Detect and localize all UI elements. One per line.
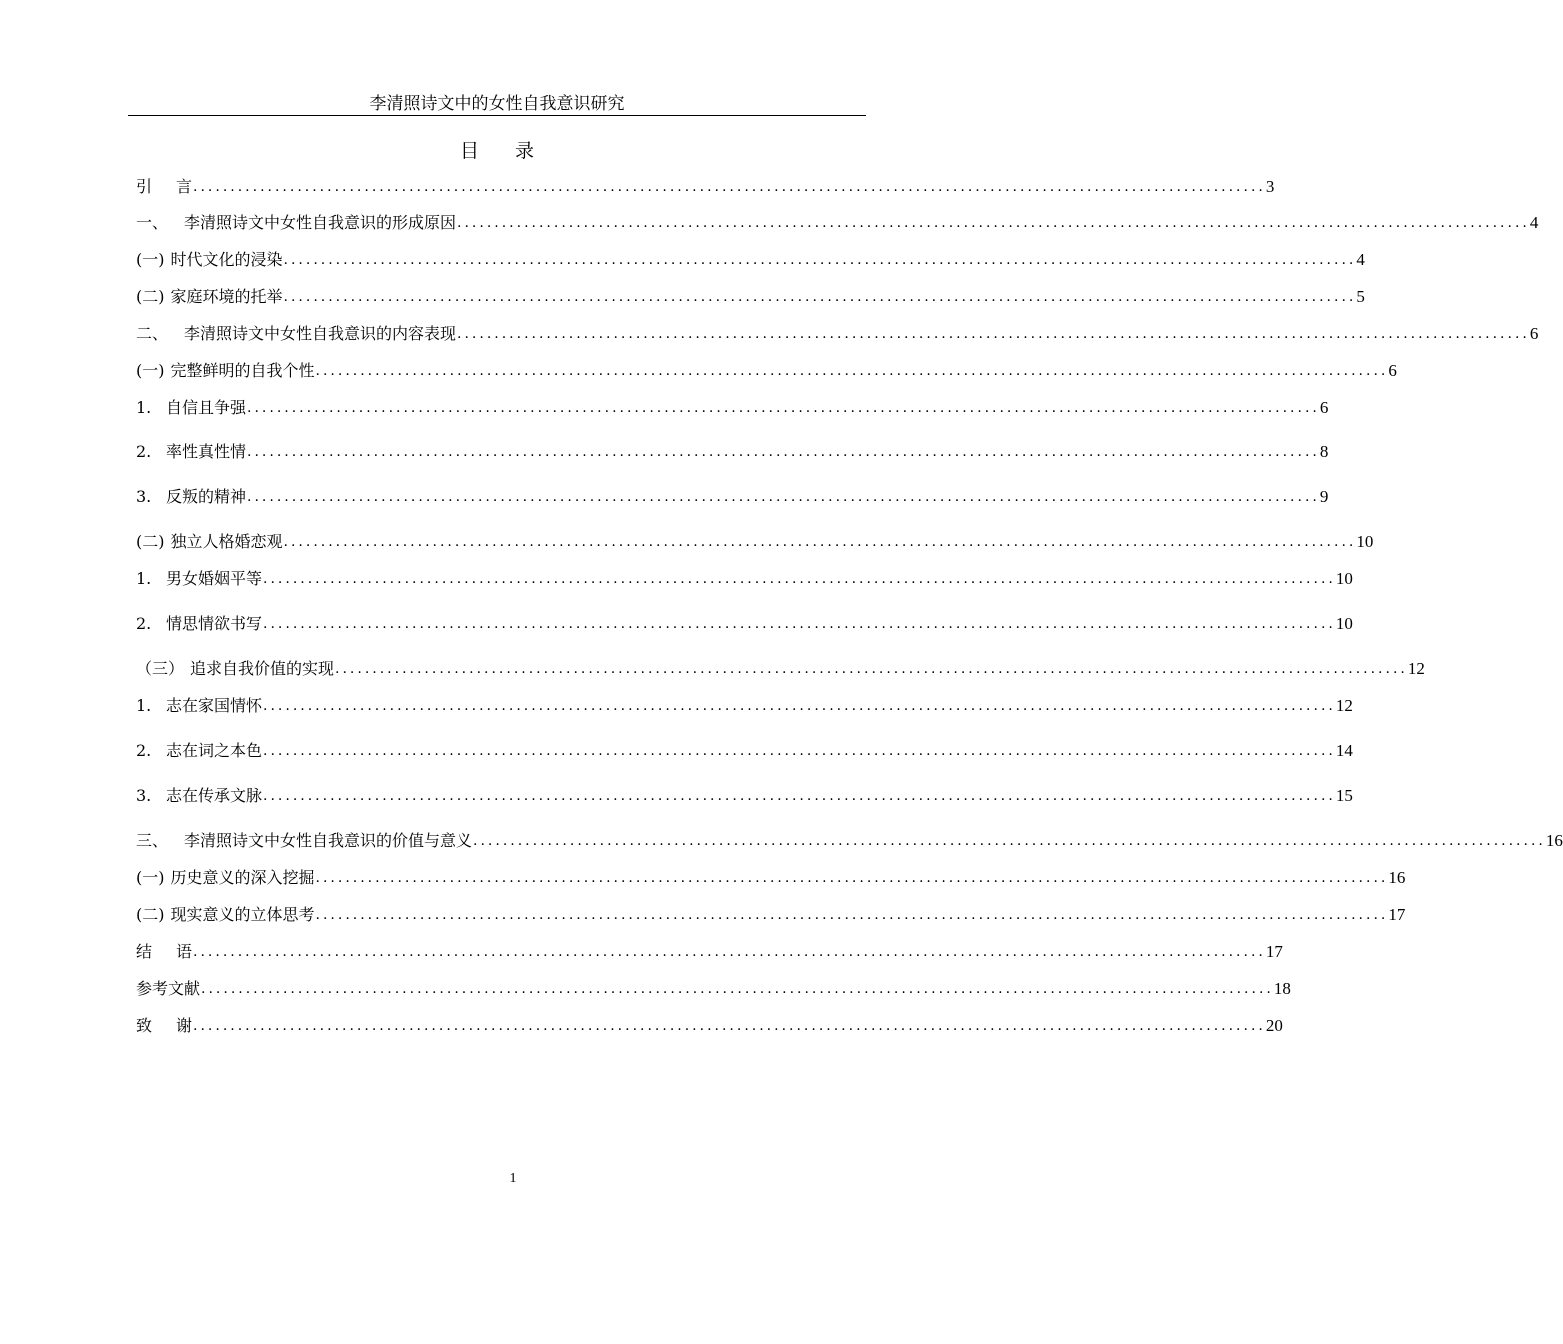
toc-entry-label: 时代文化的浸染 bbox=[170, 250, 283, 269]
toc-entry-page: 6 bbox=[1388, 361, 1397, 380]
toc-entry-leader: ................................................................................................................................................ bbox=[247, 489, 1320, 505]
toc-entry-label: 谢 bbox=[176, 1016, 193, 1035]
toc-entry-leader: ................................................................................................................................................ bbox=[263, 743, 1336, 759]
toc-entry-number: 3. bbox=[136, 487, 152, 506]
toc-entry-label: 志在传承文脉 bbox=[166, 786, 263, 805]
toc-entry-page: 10 bbox=[1356, 532, 1374, 551]
toc-entry-label: 李清照诗文中女性自我意识的形成原因 bbox=[184, 213, 457, 232]
toc-entry-label: 完整鲜明的自我个性 bbox=[170, 361, 315, 380]
toc-entry-page: 17 bbox=[1265, 942, 1283, 961]
toc-entry-label: 李清照诗文中女性自我意识的内容表现 bbox=[184, 324, 457, 343]
toc-entry-leader: ................................................................................................................................................ bbox=[315, 870, 1389, 886]
toc-entry-leader: ................................................................................................................................................ bbox=[315, 363, 1389, 379]
toc-entry[interactable] bbox=[136, 695, 1353, 717]
toc-entry-page: 4 bbox=[1356, 250, 1365, 269]
toc-entry-page: 18 bbox=[1273, 979, 1291, 998]
toc-entry-leader: ................................................................................................................................................ bbox=[193, 1018, 1266, 1034]
toc-entry-leader: ................................................................................................................................................ bbox=[283, 534, 1357, 550]
toc-entry-leader: ................................................................................................................................................ bbox=[335, 661, 1408, 677]
toc-entry-number: 2. bbox=[136, 614, 152, 633]
toc-entry-page: 5 bbox=[1356, 287, 1365, 306]
toc-entry-page: 6 bbox=[1529, 324, 1539, 343]
toc-entry-leader: ................................................................................................................................................ bbox=[201, 981, 1274, 997]
toc-entry-label: 现实意义的立体思考 bbox=[170, 905, 315, 924]
toc-entry-leader: ................................................................................................................................................ bbox=[193, 944, 1266, 960]
toc-entry-label: 家庭环境的托举 bbox=[170, 287, 283, 306]
toc-entry-page: 20 bbox=[1265, 1016, 1283, 1035]
toc-entry-page: 16 bbox=[1545, 831, 1563, 850]
toc-entry-label: 男女婚姻平等 bbox=[166, 569, 263, 588]
toc-entry-leader: ................................................................................................................................................ bbox=[473, 833, 1546, 849]
toc-entry[interactable] bbox=[136, 441, 1329, 463]
toc-entry-leader: ................................................................................................................................................ bbox=[247, 400, 1320, 416]
toc-entry-leader: ................................................................................................................................................ bbox=[263, 616, 1336, 632]
toc-entry-leader: ................................................................................................................................................ bbox=[283, 252, 1357, 268]
toc-title-char-2: 录 bbox=[515, 140, 535, 162]
toc-entry-number: 引 bbox=[136, 177, 153, 196]
toc-entry-number: 2. bbox=[136, 442, 152, 461]
toc-entry[interactable] bbox=[136, 212, 1539, 234]
toc-entry[interactable] bbox=[136, 531, 1374, 553]
toc-entry[interactable] bbox=[136, 740, 1353, 762]
toc-entry-label: 追求自我价值的实现 bbox=[190, 659, 335, 678]
toc-entry-number: (二) bbox=[136, 287, 165, 306]
toc-entry-leader: ................................................................................................................................................ bbox=[193, 179, 1266, 195]
toc-entry-page: 14 bbox=[1335, 741, 1353, 760]
toc-entry[interactable] bbox=[136, 785, 1353, 807]
toc-entry-page: 9 bbox=[1319, 487, 1329, 506]
toc-entry-label: 语 bbox=[176, 942, 193, 961]
toc-entry-label: 反叛的精神 bbox=[166, 487, 247, 506]
toc-entry-number: 1. bbox=[136, 398, 152, 417]
toc-entry[interactable] bbox=[136, 249, 1365, 271]
toc-entry-number: 1. bbox=[136, 696, 152, 715]
toc-entry-number: 结 bbox=[136, 942, 153, 961]
toc-entry-page: 8 bbox=[1319, 442, 1329, 461]
toc-entry-label: 志在家国情怀 bbox=[166, 696, 263, 715]
toc-entry[interactable] bbox=[136, 286, 1365, 308]
toc-entry-page: 4 bbox=[1529, 213, 1539, 232]
toc-entry[interactable] bbox=[136, 613, 1353, 635]
toc-entry-page: 17 bbox=[1388, 905, 1406, 924]
toc-entry-page: 6 bbox=[1319, 398, 1329, 417]
toc-entry-number: 2. bbox=[136, 741, 152, 760]
toc-entry-page: 12 bbox=[1335, 696, 1353, 715]
toc-entry-number: 1. bbox=[136, 569, 152, 588]
toc-entry-leader: ................................................................................................................................................ bbox=[457, 215, 1530, 231]
toc-entry-label: 志在词之本色 bbox=[166, 741, 263, 760]
toc-entry[interactable] bbox=[136, 941, 1283, 963]
toc-entry-leader: ................................................................................................................................................ bbox=[247, 444, 1320, 460]
toc-entry[interactable] bbox=[136, 176, 1275, 198]
toc-entry[interactable] bbox=[136, 397, 1329, 419]
toc-entry[interactable] bbox=[136, 978, 1291, 1000]
toc-entry-label: 自信且争强 bbox=[166, 398, 247, 417]
toc-entry-number: (二) bbox=[136, 905, 165, 924]
running-header-title: 李清照诗文中的女性自我意识研究 bbox=[369, 94, 625, 114]
toc-entry-number: 一、 bbox=[136, 213, 169, 232]
toc-entry-number: 致 bbox=[136, 1016, 153, 1035]
toc-entry-label: 情思情欲书写 bbox=[166, 614, 263, 633]
toc-entry-leader: ................................................................................................................................................ bbox=[315, 907, 1389, 923]
toc-entry-label: 参考文献 bbox=[136, 979, 201, 998]
toc-entry-number: （三） bbox=[136, 659, 185, 678]
toc-entry-number: 三、 bbox=[136, 831, 169, 850]
toc-entry-page: 3 bbox=[1265, 177, 1275, 196]
toc-entry[interactable] bbox=[136, 658, 1425, 680]
toc-entry-page: 12 bbox=[1407, 659, 1425, 678]
toc-entry[interactable] bbox=[136, 867, 1406, 889]
toc-entry-page: 10 bbox=[1335, 569, 1353, 588]
toc-entry-leader: ................................................................................................................................................ bbox=[263, 698, 1336, 714]
toc-entry-leader: ................................................................................................................................................ bbox=[283, 289, 1357, 305]
page-number: 1 bbox=[509, 1171, 517, 1186]
toc-entry-label: 率性真性情 bbox=[166, 442, 247, 461]
toc-entry-leader: ................................................................................................................................................ bbox=[457, 326, 1530, 342]
toc-entry-number: (一) bbox=[136, 868, 165, 887]
toc-entry[interactable] bbox=[136, 568, 1353, 590]
toc-entry-page: 16 bbox=[1388, 868, 1406, 887]
toc-entry-label: 历史意义的深入挖掘 bbox=[170, 868, 315, 887]
toc-entry[interactable] bbox=[136, 1015, 1283, 1037]
toc-entry-number: (一) bbox=[136, 250, 165, 269]
toc-entry[interactable] bbox=[136, 360, 1397, 382]
toc-entry-number: 3. bbox=[136, 786, 152, 805]
toc-entry-number: (一) bbox=[136, 361, 165, 380]
toc-entry-page: 15 bbox=[1335, 786, 1353, 805]
toc-entry-number: 二、 bbox=[136, 324, 169, 343]
toc-entry[interactable] bbox=[136, 904, 1406, 926]
toc-entry-label: 独立人格婚恋观 bbox=[170, 532, 283, 551]
toc-entry[interactable] bbox=[136, 323, 1539, 345]
toc-entry-label: 李清照诗文中女性自我意识的价值与意义 bbox=[184, 831, 473, 850]
toc-entry-number: (二) bbox=[136, 532, 165, 551]
toc-entry-leader: ................................................................................................................................................ bbox=[263, 571, 1336, 587]
toc-entry-leader: ................................................................................................................................................ bbox=[263, 788, 1336, 804]
toc-entry[interactable] bbox=[136, 486, 1329, 508]
toc-title-char-1: 目 bbox=[459, 140, 479, 162]
toc-entry-page: 10 bbox=[1335, 614, 1353, 633]
toc-entry-label: 言 bbox=[176, 177, 193, 196]
toc-entry[interactable] bbox=[136, 830, 1563, 852]
